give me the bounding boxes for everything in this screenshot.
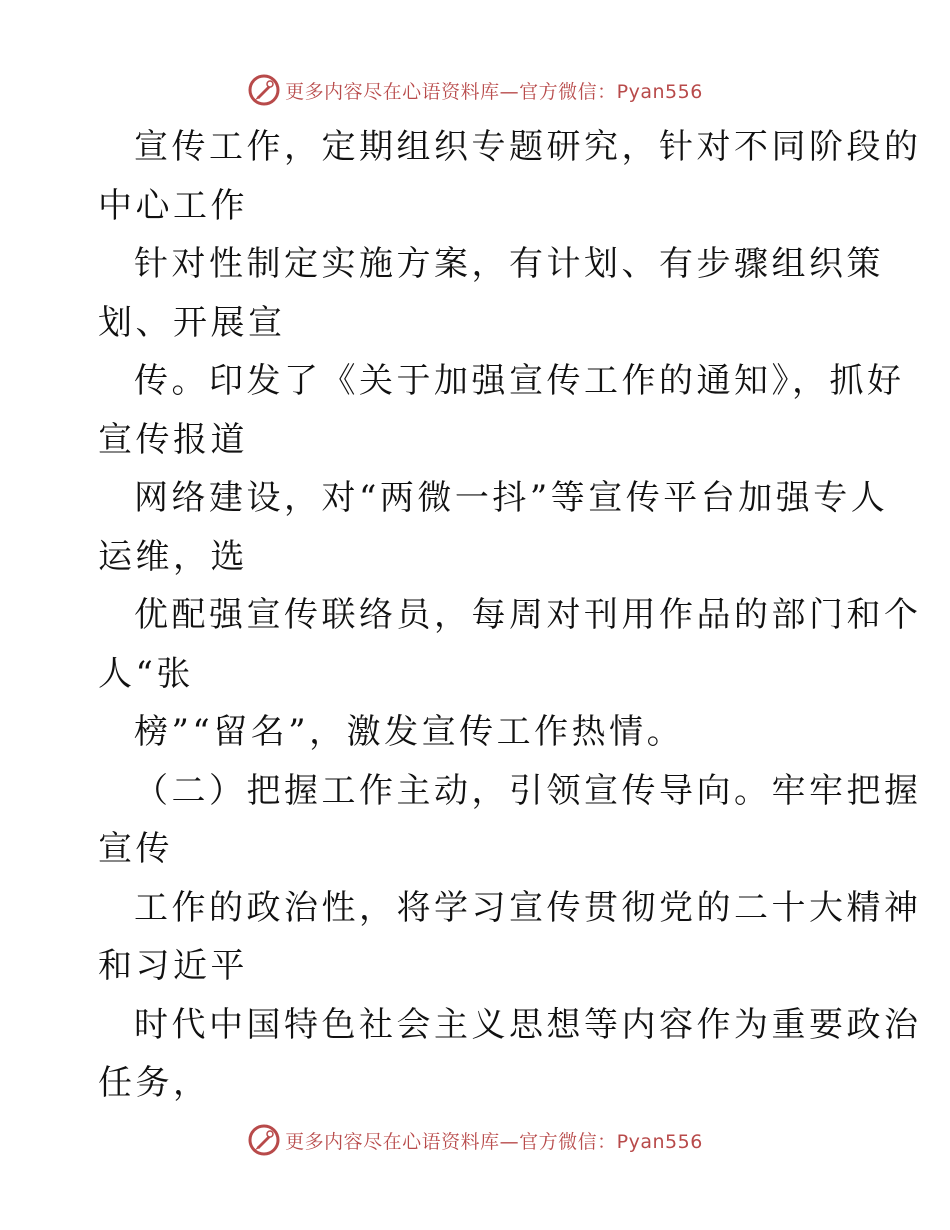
body-line: 网络建设，对“两微一抖”等宣传平台加强专人 — [134, 478, 889, 518]
footer-banner-text: 更多内容尽在心语资料库—官方微信：Pyan556 — [285, 1130, 703, 1153]
body-line: 针对性制定实施方案，有计划、有步骤组织策 — [134, 244, 884, 284]
body-line: 优配强宣传联络员，每周对刊用作品的部门和个 — [134, 595, 922, 635]
body-line: 宣传报道 — [98, 419, 248, 460]
body-line: 中心工作 — [98, 185, 248, 226]
header-banner — [0, 70, 950, 110]
body-line: 宣传工作，定期组织专题研究，针对不同阶段的 — [134, 127, 922, 167]
body-line: 时代中国特色社会主义思想等内容作为重要政治 — [134, 1004, 922, 1045]
body-line: 宣传 — [98, 829, 173, 869]
body-line: 传。印发了《关于加强宣传工作的通知》，抓好 — [134, 361, 905, 401]
header-banner-text: 更多内容尽在心语资料库—官方微信：Pyan556 — [285, 80, 703, 103]
body-line: 任务， — [98, 1063, 211, 1103]
body-line: 人“张 — [98, 653, 194, 694]
body-line: 工作的政治性，将学习宣传贯彻党的二十大精神 — [134, 887, 922, 928]
body-line: 榜”“留名”，激发宣传工作热情。 — [134, 712, 685, 752]
body-line: 划、开展宣 — [98, 302, 286, 343]
body-line: （二）把握工作主动，引领宣传导向。牢牢把握 — [134, 770, 922, 811]
footer-banner — [0, 1120, 950, 1160]
body-line: 和习近平 — [98, 946, 248, 986]
quill-seal-icon — [247, 1123, 281, 1157]
body-line: 运维，选 — [98, 536, 248, 577]
document-body — [98, 118, 922, 1113]
quill-seal-icon — [247, 73, 281, 107]
